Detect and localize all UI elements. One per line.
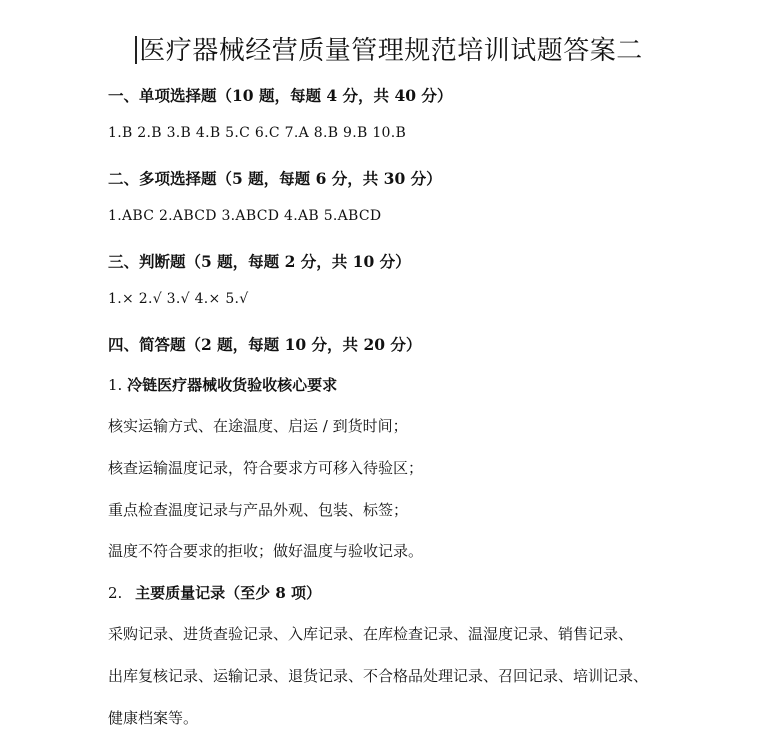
document-title: 医疗器械经营质量管理规范培训试题答案二 <box>139 36 643 66</box>
question-1-number: 1. <box>108 376 123 394</box>
answers-true-false: 1.× 2.√ 3.√ 4.× 5.√ <box>108 291 249 307</box>
question-2-number: 2. <box>108 584 123 602</box>
section-heading-true-false: 三、判断题（5 题，每题 2 分，共 10 分） <box>108 252 411 271</box>
question-1-title: 冷链医疗器械收货验收核心要求 <box>127 376 338 394</box>
question-2-line: 健康档案等。 <box>108 709 199 727</box>
question-2-line: 采购记录、进货查验记录、入库记录、在库检查记录、温湿度记录、销售记录、 <box>108 625 634 643</box>
text-cursor <box>135 36 137 64</box>
section-heading-short-answer: 四、简答题（2 题，每题 10 分，共 20 分） <box>108 335 422 354</box>
answers-multiple-choice: 1.ABC 2.ABCD 3.ABCD 4.AB 5.ABCD <box>108 208 382 224</box>
question-1-line: 温度不符合要求的拒收；做好温度与验收记录。 <box>108 542 424 560</box>
question-1-heading <box>108 374 337 395</box>
question-2-heading <box>108 582 321 603</box>
question-2-line: 出库复核记录、运输记录、退货记录、不合格品处理记录、召回记录、培训记录、 <box>108 667 649 685</box>
section-heading-multiple-choice: 二、多项选择题（5 题，每题 6 分，共 30 分） <box>108 169 442 188</box>
question-1-line: 核查运输温度记录，符合要求方可移入待验区； <box>108 459 424 477</box>
document-title-row <box>0 30 778 67</box>
answers-single-choice: 1.B 2.B 3.B 4.B 5.C 6.C 7.A 8.B 9.B 10.B <box>108 125 407 141</box>
section-heading-single-choice: 一、单项选择题（10 题，每题 4 分，共 40 分） <box>108 86 453 105</box>
question-1-line: 重点检查温度记录与产品外观、包装、标签； <box>108 501 409 519</box>
question-2-title: 主要质量记录（至少 8 项） <box>135 584 321 602</box>
question-1-line: 核实运输方式、在途温度、启运 / 到货时间； <box>108 417 408 435</box>
